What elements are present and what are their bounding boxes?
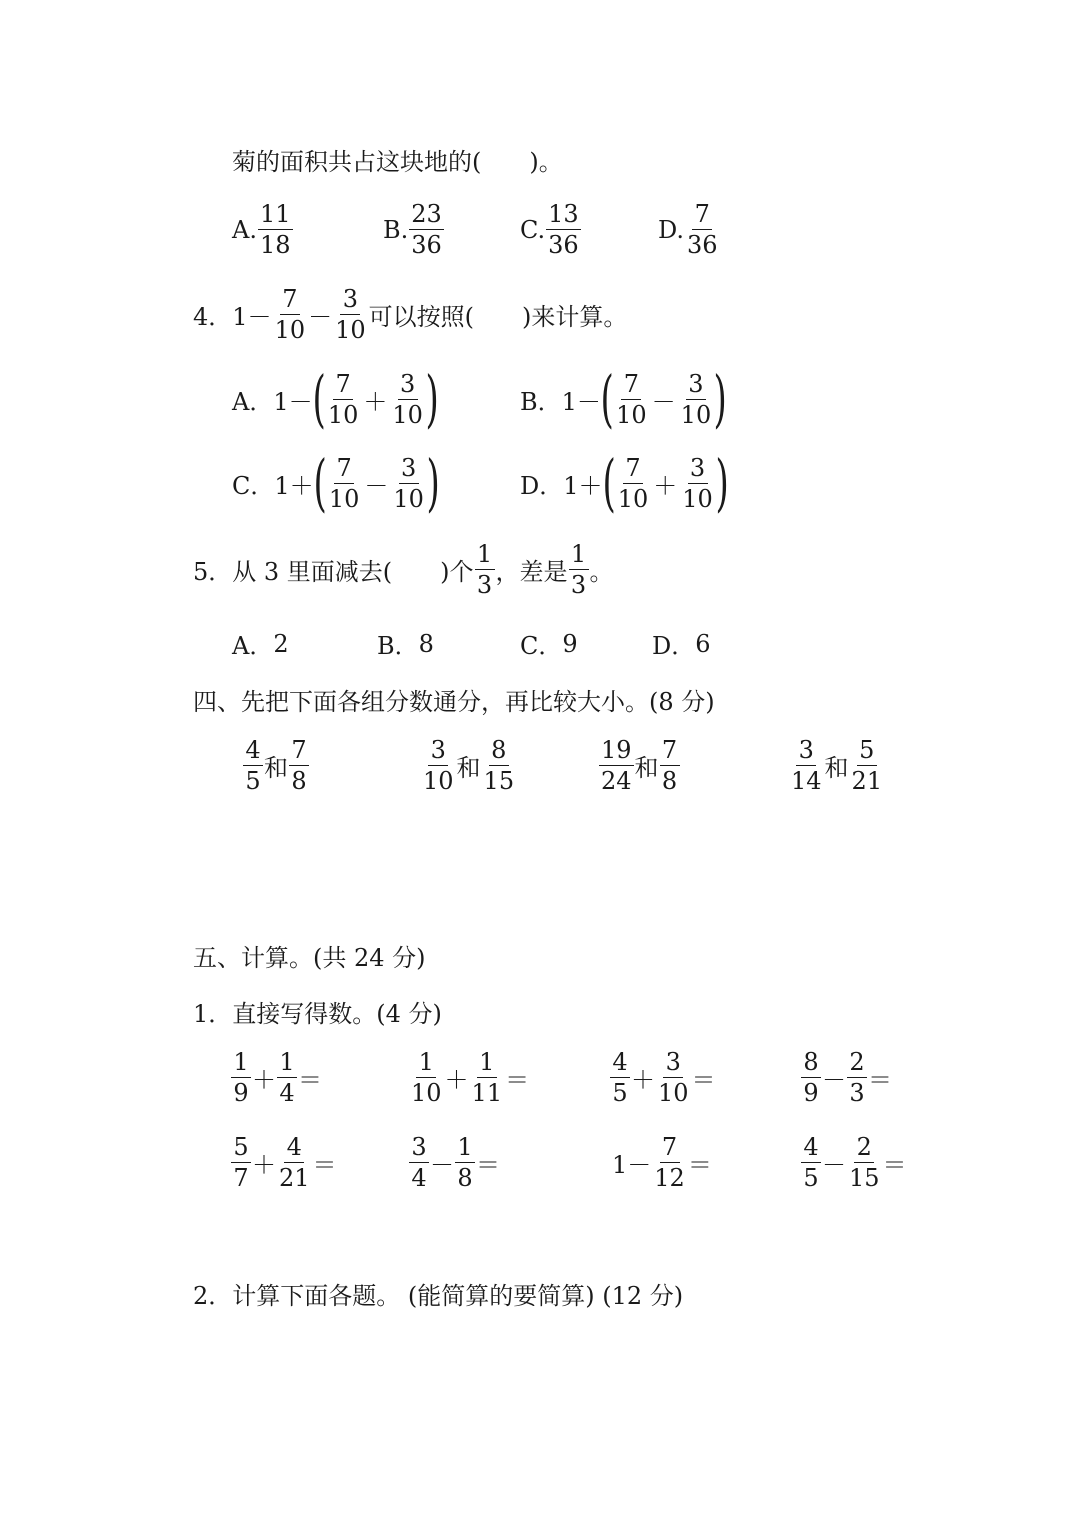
q5-stem: 5． 从 3 里面减去( )个 $\frac{1}{3}$ ，差是 $\frac{1}{3}$ 。 bbox=[193, 540, 614, 599]
section5-sub2: 2．计算下面各题。 (能简算的要简算) (12 分) bbox=[193, 1282, 684, 1310]
calc-item: $\frac{1}{10}$ ＋ $\frac{1}{11}$ ＝ bbox=[411, 1048, 530, 1107]
q5-option-a: A． 2 bbox=[232, 629, 289, 660]
q3-option-d: D. $\frac{7}{36}$ bbox=[658, 200, 718, 259]
fraction: $\frac{23}{36}$ bbox=[411, 200, 442, 259]
q3-tail-text: 菊的面积共占这块地的( )。 bbox=[232, 148, 563, 176]
fraction: $\frac{7}{10}$ bbox=[274, 285, 306, 344]
section5-title: 五、计算。(共 24 分) bbox=[193, 944, 426, 972]
section4-title: 四、先把下面各组分数通分，再比较大小。(8 分) bbox=[193, 688, 715, 716]
q5-option-c: C． 9 bbox=[520, 629, 578, 660]
section4-pair-3: $\frac{19}{24}$ 和 $\frac{7}{8}$ bbox=[598, 738, 681, 793]
calc-item: $\frac{8}{9}$ － $\frac{2}{3}$ ＝ bbox=[800, 1050, 892, 1105]
calc-item: $\frac{4}{5}$ ＋ $\frac{3}{10}$ ＝ bbox=[609, 1050, 716, 1105]
q4-option-a: A． 1－ ( $\frac{7}{10}$ ＋ $\frac{3}{10}$ ) bbox=[232, 362, 439, 435]
section4-pair-2: $\frac{3}{10}$ 和 $\frac{8}{15}$ bbox=[423, 736, 515, 795]
fraction: $\frac{3}{10}$ bbox=[335, 285, 366, 344]
q4-option-d: D． 1＋ ( $\frac{7}{10}$ ＋ $\frac{3}{10}$ ) bbox=[520, 446, 729, 519]
q4-option-c: C． 1＋ ( $\frac{7}{10}$ － $\frac{3}{10}$ ) bbox=[232, 446, 440, 519]
section4-pair-4: $\frac{3}{14}$ 和 $\frac{5}{21}$ bbox=[791, 736, 883, 795]
calc-item: $\frac{3}{4}$ － $\frac{1}{8}$ ＝ bbox=[408, 1135, 500, 1190]
fraction: $\frac{13}{36}$ bbox=[548, 200, 579, 259]
calc-item: $\frac{5}{7}$ ＋ $\frac{4}{21}$ ＝ bbox=[230, 1135, 337, 1190]
q3-option-b: B. $\frac{23}{36}$ bbox=[383, 200, 442, 259]
calc-item: 1－ $\frac{7}{12}$ ＝ bbox=[612, 1133, 712, 1192]
section5-sub1: 1．直接写得数。(4 分) bbox=[193, 1000, 442, 1028]
calc-item: $\frac{1}{9}$ ＋ $\frac{1}{4}$ ＝ bbox=[230, 1050, 322, 1105]
q4-stem: 4． 1－ $\frac{7}{10}$ － $\frac{3}{10}$ 可以按照( )来计算。 bbox=[193, 285, 628, 344]
q4-option-b: B． 1－ ( $\frac{7}{10}$ － $\frac{3}{10}$ ) bbox=[520, 362, 727, 435]
calc-item: $\frac{4}{5}$ － $\frac{2}{15}$ ＝ bbox=[800, 1135, 907, 1190]
q5-option-b: B． 8 bbox=[377, 629, 434, 660]
fraction: $\frac{7}{36}$ bbox=[687, 200, 718, 259]
q3-option-c: C. $\frac{13}{36}$ bbox=[520, 200, 579, 259]
fraction: $\frac{11}{18}$ bbox=[259, 200, 291, 259]
q5-option-d: D． 6 bbox=[652, 629, 711, 660]
q3-option-a: A. $\frac{11}{18}$ bbox=[232, 200, 291, 259]
section4-pair-1: $\frac{4}{5}$ 和 $\frac{7}{8}$ bbox=[242, 738, 310, 793]
